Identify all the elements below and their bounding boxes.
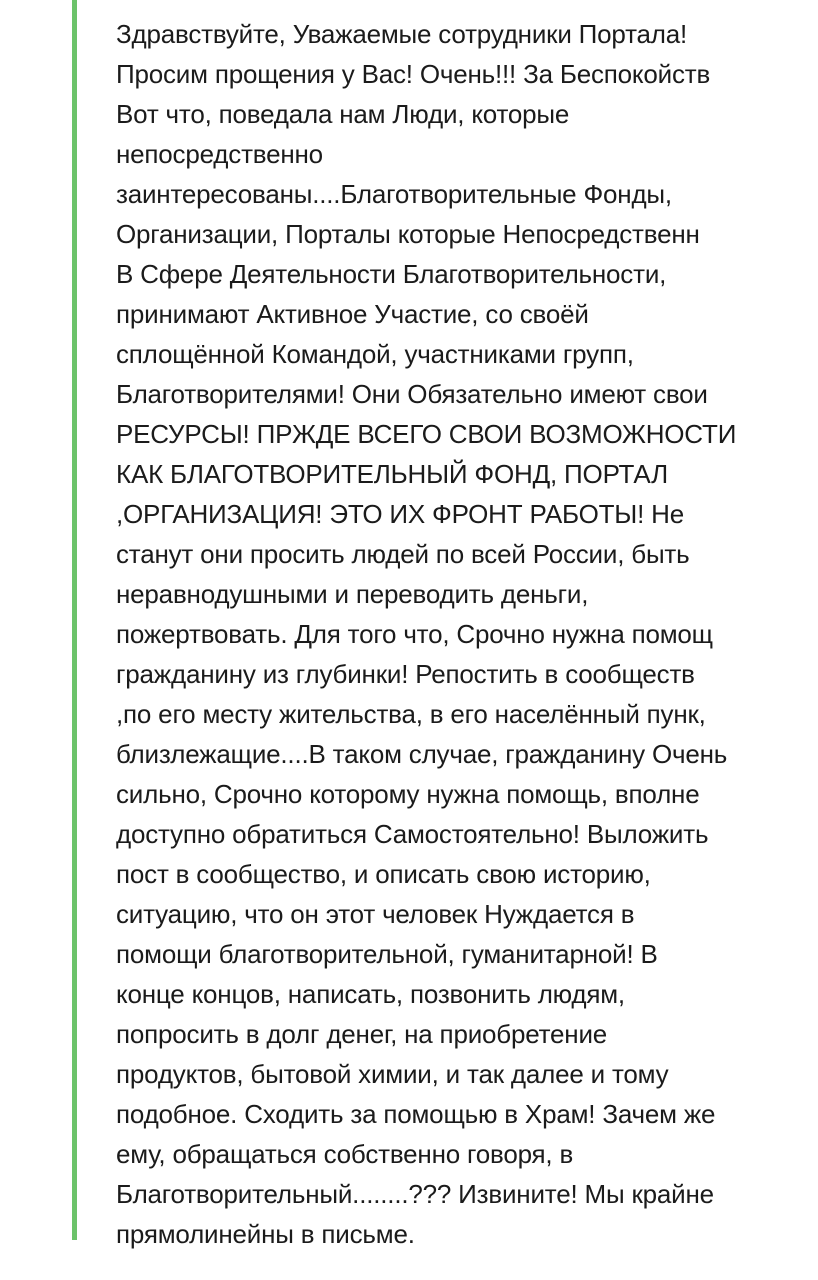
message-line: сильно, Срочно которому нужна помощь, вполне (116, 779, 700, 809)
message-line: Просим прощения у Вас! Очень!!! За Беспокойств (116, 59, 711, 89)
message-line: Организации, Порталы которые Непосредственн (116, 219, 700, 249)
message-line: гражданину из глубинки! Репостить в сообществ (116, 659, 695, 689)
message-line: заинтересованы....Благотворительные Фонды, (116, 179, 672, 209)
message-line: конце концов, написать, позвонить людям, (116, 979, 625, 1009)
message-line: доступно обратиться Самостоятельно! Выложить (116, 819, 709, 849)
message-line: ,по его месту жительства, в его населённый пунк, (116, 699, 706, 729)
message-line: попросить в долг денег, на приобретение (116, 1019, 608, 1049)
message-line: непосредственно (116, 139, 323, 169)
message-line: станут они просить людей по всей России, быть (116, 539, 690, 569)
message-line: В Сфере Деятельности Благотворительности, (116, 259, 667, 289)
message-line: Благотворителями! Они Обязательно имеют свои (116, 379, 708, 409)
message-line: принимают Активное Участие, со своёй (116, 299, 589, 329)
message-line: Вот что, поведала нам Люди, которые (116, 99, 570, 129)
message-line: пожертвовать. Для того что, Срочно нужна помощ (116, 619, 713, 649)
message-line: неравнодушными и переводить деньги, (116, 579, 589, 609)
message-line: продуктов, бытовой химии, и так далее и тому (116, 1059, 669, 1089)
message-line: близлежащие....В таком случае, гражданину Очень (116, 739, 728, 769)
message-line: помощи благотворительной, гуманитарной! В (116, 939, 658, 969)
message-line: КАК БЛАГОТВОРИТЕЛЬНЫЙ ФОНД, ПОРТАЛ (116, 459, 668, 489)
message-line: пост в сообщество, и описать свою историю, (116, 859, 651, 889)
message-line: Благотворительный........??? Извините! Мы крайне (116, 1179, 714, 1209)
message-text (116, 14, 818, 1254)
message-line: Здравствуйте, Уважаемые сотрудники Портала! (116, 19, 688, 49)
message-line: ситуацию, что он этот человек Нуждается в (116, 899, 635, 929)
message-line: подобное. Сходить за помощью в Храм! Зачем же (116, 1099, 716, 1129)
message-line: РЕСУРСЫ! ПРЖДЕ ВСЕГО СВОИ ВОЗМОЖНОСТИ (116, 419, 737, 449)
message-line: ,ОРГАНИЗАЦИЯ! ЭТО ИХ ФРОНТ РАБОТЫ! Не (116, 499, 684, 529)
message-line: сплощённой Командой, участниками групп, (116, 339, 634, 369)
message-line: прямолинейны в письме. (116, 1219, 415, 1249)
message-line: ему, обращаться собственно говоря, в (116, 1139, 574, 1169)
quote-accent-bar (72, 0, 77, 1240)
